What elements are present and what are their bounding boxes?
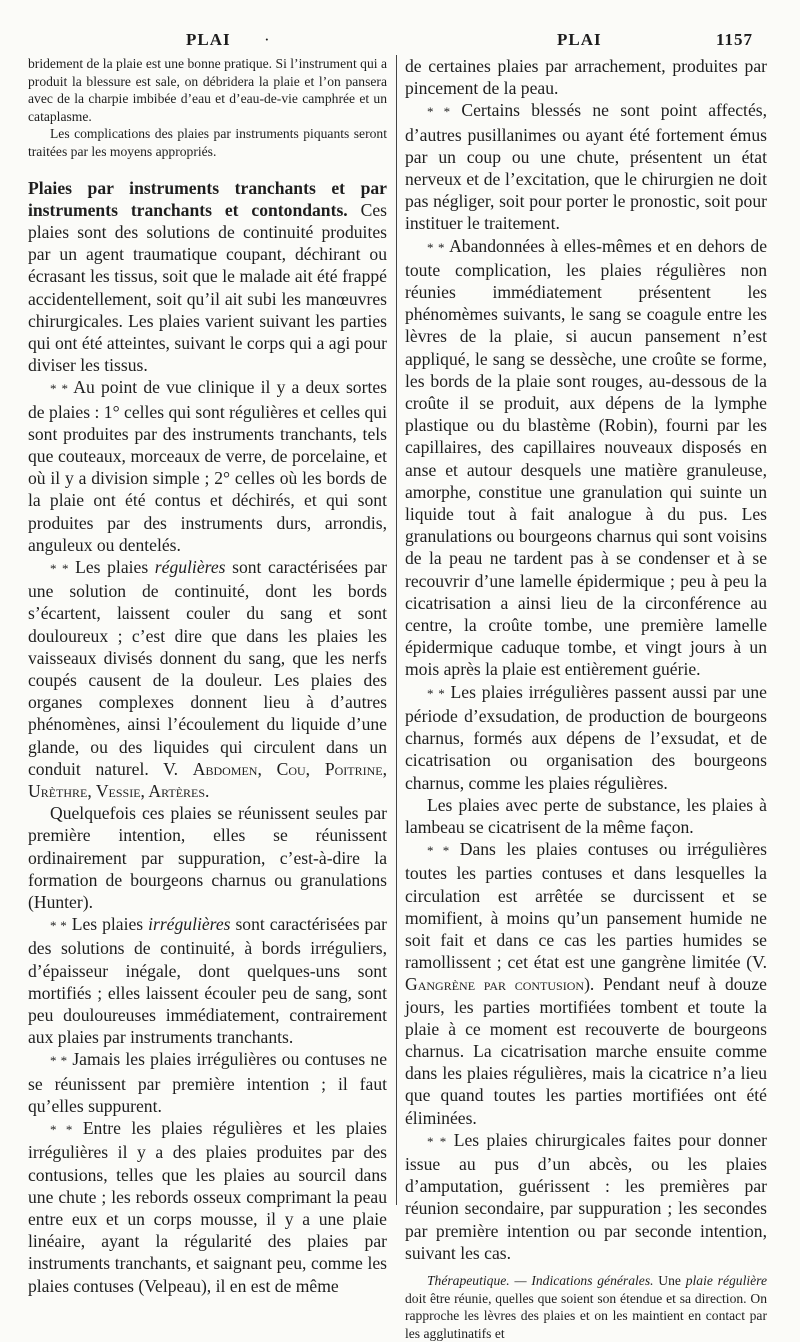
left-column <box>28 55 387 1297</box>
asterism-mark: * * <box>427 104 451 120</box>
paragraph: Les plaies avec perte de substance, les plaies à lambeau se cicatrisent de la même façon. <box>405 794 767 837</box>
paragraph: Les complications des plaies par instruments piquants seront traitées par les moyens appropriés. <box>28 126 387 159</box>
asterism-mark: * * <box>50 561 69 577</box>
paragraph: * * Les plaies chirurgicales faites pour donner issue au pus d’un abcès, ou les plaies d’amputation, guérissent : les premières par réunion secondaire, par suppuration ; les secondes par première intention ou par seconde intention, suivant les cas. <box>405 1129 767 1263</box>
asterism-mark: * * <box>50 1053 68 1069</box>
section-heading: Plaies par instruments tranchants et par instruments tranchants et contondants. <box>28 177 387 220</box>
paragraph: * * Les plaies régulières sont caractérisées par une solution de continuité, dont les bords s’écartent, laissent couler du sang et sont douloureux ; c’est dire que dans les plaies les vaisseaux divisés donnent du sang, que les nerfs coupés causent de la douleur. Les plaies des organes complexes donnent lieu à d’autres phénomènes, ainsi l’écoulement du liquide d’une glande, ou des liquides qui circulent dans un conduit naturel. V. Abdomen, Cou, Poitrine, Urèthre, Vessie, Artères. <box>28 557 387 802</box>
cross-reference: Gangrène par contusion <box>405 974 585 995</box>
asterism-mark: * * <box>50 381 69 397</box>
section-paragraph <box>28 177 387 377</box>
paragraph: * * Les plaies irrégulières sont caractérisées par des solutions de continuité, à bords irréguliers, d’épaisseur inégale, dont quelques-uns sont mortifiés ; elles laissent écouler peu de sang, sont peu douloureuses immédiatement, contrairement aux plaies par instruments tranchants. <box>28 914 387 1048</box>
asterism-mark: * * <box>50 1122 73 1138</box>
subsection-heading: Thérapeutique. — Indications générales. <box>427 1272 654 1288</box>
column-divider <box>396 55 397 1205</box>
paragraph: * * Les plaies irrégulières passent aussi par une période d’exsudation, de production de bourgeons charnus, formés aux dépens de l’exsudat, et de cicatrisation ou organisation des bourgeons charnus, comme les plaies régulières. <box>405 681 767 793</box>
paragraph: * * Entre les plaies régulières et les plaies irrégulières il y a des plaies produites par des contusions, telles que les plaies au sourcil dans une chute ; les rebords osseux comprimant la peau entre eux et un corps mousse, il y a une plaie linéaire, ayant la régularité des plaies par instruments tranchants, et saignant peu, comme les plaies contuses (Velpeau), il en est de même <box>28 1118 387 1296</box>
cross-reference: Abdomen, Cou, Poitrine, Urèthre, Vessie, Artères. <box>28 758 387 802</box>
asterism-mark: * * <box>427 843 450 859</box>
paragraph: bridement de la plaie est une bonne pratique. Si l’instrument qui a produit la blessure est sale, on débridera la plaie et l’on pansera avec de la charpie imbibée d’eau et d’eau-de-vie camphrée et un cataplasme. <box>28 56 387 124</box>
paragraph: * * Abandonnées à elles-mêmes et en dehors de toute complication, les plaies régulières non réunies immédiatement présentent les phénomèmes suivants, le sang se coagule entre les lèvres de la plaie, si aucun pansement n’est appliqué, le sang se dessèche, une croûte se forme, les bords de la plaie sont rouges, au-dessous de la croûte il se produit, aux dépens de la lymphe plastique ou du blastème (Robin), fourni par les capillaires, des capillaires nouveaux disposés en anse et autour desquels une matière granuleuse, amorphe, constitue une granulation qui suinte un liquide tout à fait analogue à du pus. Les granulations ou bourgeons charnus qui sont voisins de la peau ne tardent pas à se condenser et à se recouvrir d’une lamelle épidermique ; peu à peu la cicatrisation a ainsi lieu de la circonférence au centre, la croûte tombe, une première lamelle épidermique caduque tombe, et vingt jours à un mois après la plaie est entièrement guérie. <box>405 235 767 680</box>
asterism-mark: * * <box>50 918 67 934</box>
paragraph: * * Au point de vue clinique il y a deux sortes de plaies : 1° celles qui sont régulières et celles qui sont produites par des instruments tranchants, tels que couteaux, morceaux de verre, de porcelaine, et où il y a division simple ; 2° celles où les bords de la plaie ont été contus et déchirés, et qui sont produites par des instruments durs, arrondis, anguleux ou dentelés. <box>28 377 387 555</box>
paragraph: * * Dans les plaies contuses ou irrégulières toutes les parties contuses et dans lesquelles la circulation est arrêtée se durcissent et se momifient, à moins qu’un pansement humide ne soit fait et dans ce cas les parties humides se ramollissent ; cet état est une gangrène limitée (V. Gangrène par contusion). Pendant neuf à douze jours, les parties mortifiées tombent et toute la plaie à ce moment est recouverte de bourgeons charnus. La cicatrisation marche ensuite comme dans les plaies régulières, mais la cicatrice n’a lieu que quand toutes les parties mortifiées ont été éliminées. <box>405 839 767 1128</box>
right-column <box>405 55 767 1342</box>
paragraph: Quelquefois ces plaies se réunissent seules par première intention, elles se réunissent ordinairement par suppuration, c’est-à-dire la formation de bourgeons charnus ou granulations (Hunter). <box>28 803 387 913</box>
page-number: 1157 <box>716 30 754 49</box>
header-mark: · <box>264 30 271 49</box>
asterism-mark: * * <box>427 685 445 701</box>
asterism-mark: * * <box>427 1133 447 1149</box>
header-title-left: PLAI <box>186 30 231 49</box>
header-title-right: PLAI <box>557 30 602 49</box>
section-text: Ces plaies sont des solutions de continuité produites par un agent traumatique coupant, déchirant ou écrasant les tissus, soit que le malade ait été frappé accidentellement, soit qu’il ait subi les manœuvres chirurgicales. Les plaies varient suivant les parties qui ont été atteintes, suivant le corps qui a agi pour diviser les tissus. <box>28 199 387 376</box>
paragraph: * * Certains blessés ne sont point affectés, d’autres pusillanimes ou ayant été fortement émus par un coup ou une chute, présentent un état nerveux et de l’excitation, que le chirurgien ne doit pas négliger, soit pour porter le pronostic, soit pour instituer le traitement. <box>405 100 767 234</box>
asterism-mark: * * <box>427 239 445 255</box>
running-header <box>0 30 800 54</box>
paragraph: * * Jamais les plaies irrégulières ou contuses ne se réunissent par première intention ; il faut qu’elles suppurent. <box>28 1049 388 1116</box>
therapeutics-paragraph: Thérapeutique. — Indications générales. Une plaie régulière doit être réunie, quelles que soient son étendue et sa direction. On rapproche les lèvres des plaies et on les maintient en contact par les agglutinatifs et <box>405 1272 767 1341</box>
paragraph: de certaines plaies par arrachement, produites par pincement de la peau. <box>405 56 767 99</box>
